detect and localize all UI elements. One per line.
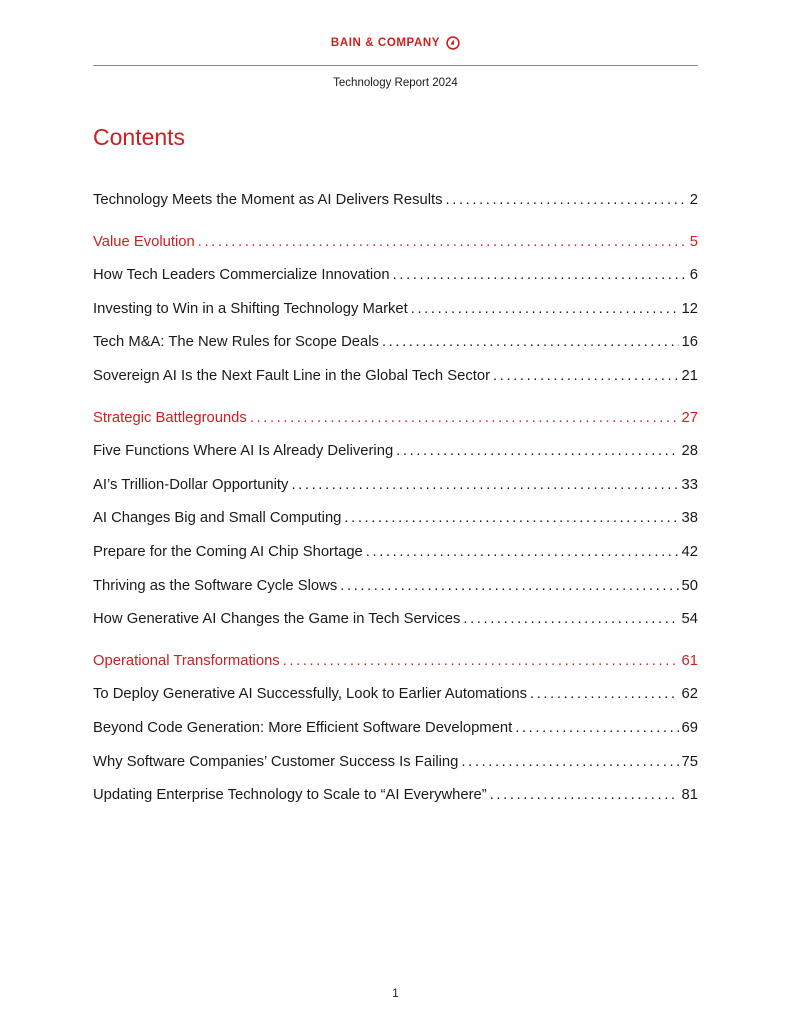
toc-entry-page: 69 bbox=[681, 719, 698, 736]
toc-entry-page: 33 bbox=[681, 476, 698, 493]
toc-leader-dots bbox=[461, 752, 678, 772]
toc-entry[interactable] bbox=[93, 366, 698, 400]
toc-leader-dots bbox=[463, 609, 678, 629]
toc-entry-page: 27 bbox=[681, 409, 698, 426]
toc-leader-dots bbox=[493, 366, 679, 386]
toc-entry-title: Value Evolution bbox=[93, 233, 195, 250]
toc-leader-dots bbox=[490, 785, 679, 805]
toc-entry-page: 42 bbox=[681, 543, 698, 560]
toc-entry-title: To Deploy Generative AI Successfully, Look to Earlier Automations bbox=[93, 686, 527, 703]
toc-leader-dots bbox=[382, 332, 679, 352]
toc-entry-page: 61 bbox=[681, 652, 698, 669]
toc-entry-page: 5 bbox=[689, 233, 698, 250]
toc-entry[interactable] bbox=[93, 785, 698, 819]
header-divider bbox=[93, 65, 698, 66]
toc-entry[interactable] bbox=[93, 265, 698, 299]
toc-leader-dots bbox=[250, 408, 679, 428]
page-header bbox=[0, 34, 791, 52]
toc-entry-title: AI Changes Big and Small Computing bbox=[93, 510, 342, 527]
toc-entry-page: 38 bbox=[681, 510, 698, 527]
toc-entry-page: 2 bbox=[689, 192, 698, 208]
toc-entry[interactable] bbox=[93, 542, 698, 576]
toc-entry-title: Tech M&A: The New Rules for Scope Deals bbox=[93, 334, 379, 351]
toc-leader-dots bbox=[411, 299, 679, 319]
toc-entry-title: Technology Meets the Moment as AI Delivers Results bbox=[93, 192, 443, 208]
toc-entry-title: How Generative AI Changes the Game in Tech Services bbox=[93, 611, 461, 628]
toc-entry-title: Prepare for the Coming AI Chip Shortage bbox=[93, 543, 363, 560]
toc-leader-dots bbox=[515, 718, 678, 738]
toc-entry[interactable] bbox=[93, 299, 698, 333]
toc-entry-title: Thriving as the Software Cycle Slows bbox=[93, 577, 338, 594]
toc-entry-page: 6 bbox=[689, 267, 698, 284]
table-of-contents bbox=[93, 190, 698, 819]
toc-entry-title: Strategic Battlegrounds bbox=[93, 409, 247, 426]
report-title: Technology Report 2024 bbox=[333, 77, 458, 89]
toc-section-entry[interactable] bbox=[93, 232, 698, 266]
toc-entry-title: Five Functions Where AI Is Already Delivering bbox=[93, 443, 394, 460]
toc-entry-page: 12 bbox=[681, 300, 698, 317]
toc-leader-dots bbox=[291, 475, 678, 495]
toc-entry-title: AI’s Trillion-Dollar Opportunity bbox=[93, 476, 289, 493]
toc-leader-dots bbox=[340, 576, 678, 596]
toc-entry-page: 28 bbox=[681, 443, 698, 460]
toc-leader-dots bbox=[283, 651, 679, 671]
toc-entry-page: 50 bbox=[681, 577, 698, 594]
toc-section-entry[interactable] bbox=[93, 651, 698, 685]
toc-entry[interactable] bbox=[93, 718, 698, 752]
toc-entry[interactable] bbox=[93, 332, 698, 366]
toc-entry[interactable] bbox=[93, 475, 698, 509]
toc-leader-dots bbox=[198, 232, 687, 252]
contents-heading: Contents bbox=[93, 124, 186, 150]
brand-name: BAIN & COMPANY bbox=[330, 37, 441, 49]
toc-entry-title: Updating Enterprise Technology to Scale to “AI Everywhere” bbox=[93, 787, 487, 804]
toc-entry[interactable] bbox=[93, 684, 698, 718]
toc-entry-page: 62 bbox=[681, 686, 698, 703]
toc-entry[interactable] bbox=[93, 609, 698, 643]
toc-entry-page: 16 bbox=[681, 334, 698, 351]
toc-entry-page: 21 bbox=[681, 367, 698, 384]
toc-entry[interactable] bbox=[93, 576, 698, 610]
toc-leader-dots bbox=[530, 684, 679, 704]
toc-entry[interactable] bbox=[93, 441, 698, 475]
toc-entry-title: Why Software Companies’ Customer Success Is Failing bbox=[93, 753, 459, 770]
toc-leader-dots bbox=[446, 190, 687, 210]
toc-entry-title: Investing to Win in a Shifting Technology Market bbox=[93, 300, 408, 317]
toc-entry[interactable] bbox=[93, 508, 698, 542]
toc-entry[interactable] bbox=[93, 752, 698, 786]
toc-leader-dots bbox=[393, 265, 687, 285]
toc-leader-dots bbox=[366, 542, 679, 562]
toc-entry-page: 54 bbox=[681, 611, 698, 628]
brand-logo bbox=[331, 36, 460, 50]
toc-section-entry[interactable] bbox=[93, 408, 698, 442]
toc-entry-title: How Tech Leaders Commercialize Innovation bbox=[93, 267, 390, 284]
toc-leader-dots bbox=[396, 441, 678, 461]
bain-compass-icon bbox=[446, 36, 460, 50]
toc-entry-page: 75 bbox=[681, 753, 698, 770]
page-number: 1 bbox=[392, 988, 399, 1000]
toc-entry-title: Operational Transformations bbox=[93, 652, 280, 669]
toc-leader-dots bbox=[344, 508, 678, 528]
toc-entry-page: 81 bbox=[681, 787, 698, 804]
toc-entry-title: Beyond Code Generation: More Efficient Software Development bbox=[93, 719, 513, 736]
toc-entry[interactable] bbox=[93, 190, 698, 224]
toc-entry-title: Sovereign AI Is the Next Fault Line in the Global Tech Sector bbox=[93, 367, 491, 384]
